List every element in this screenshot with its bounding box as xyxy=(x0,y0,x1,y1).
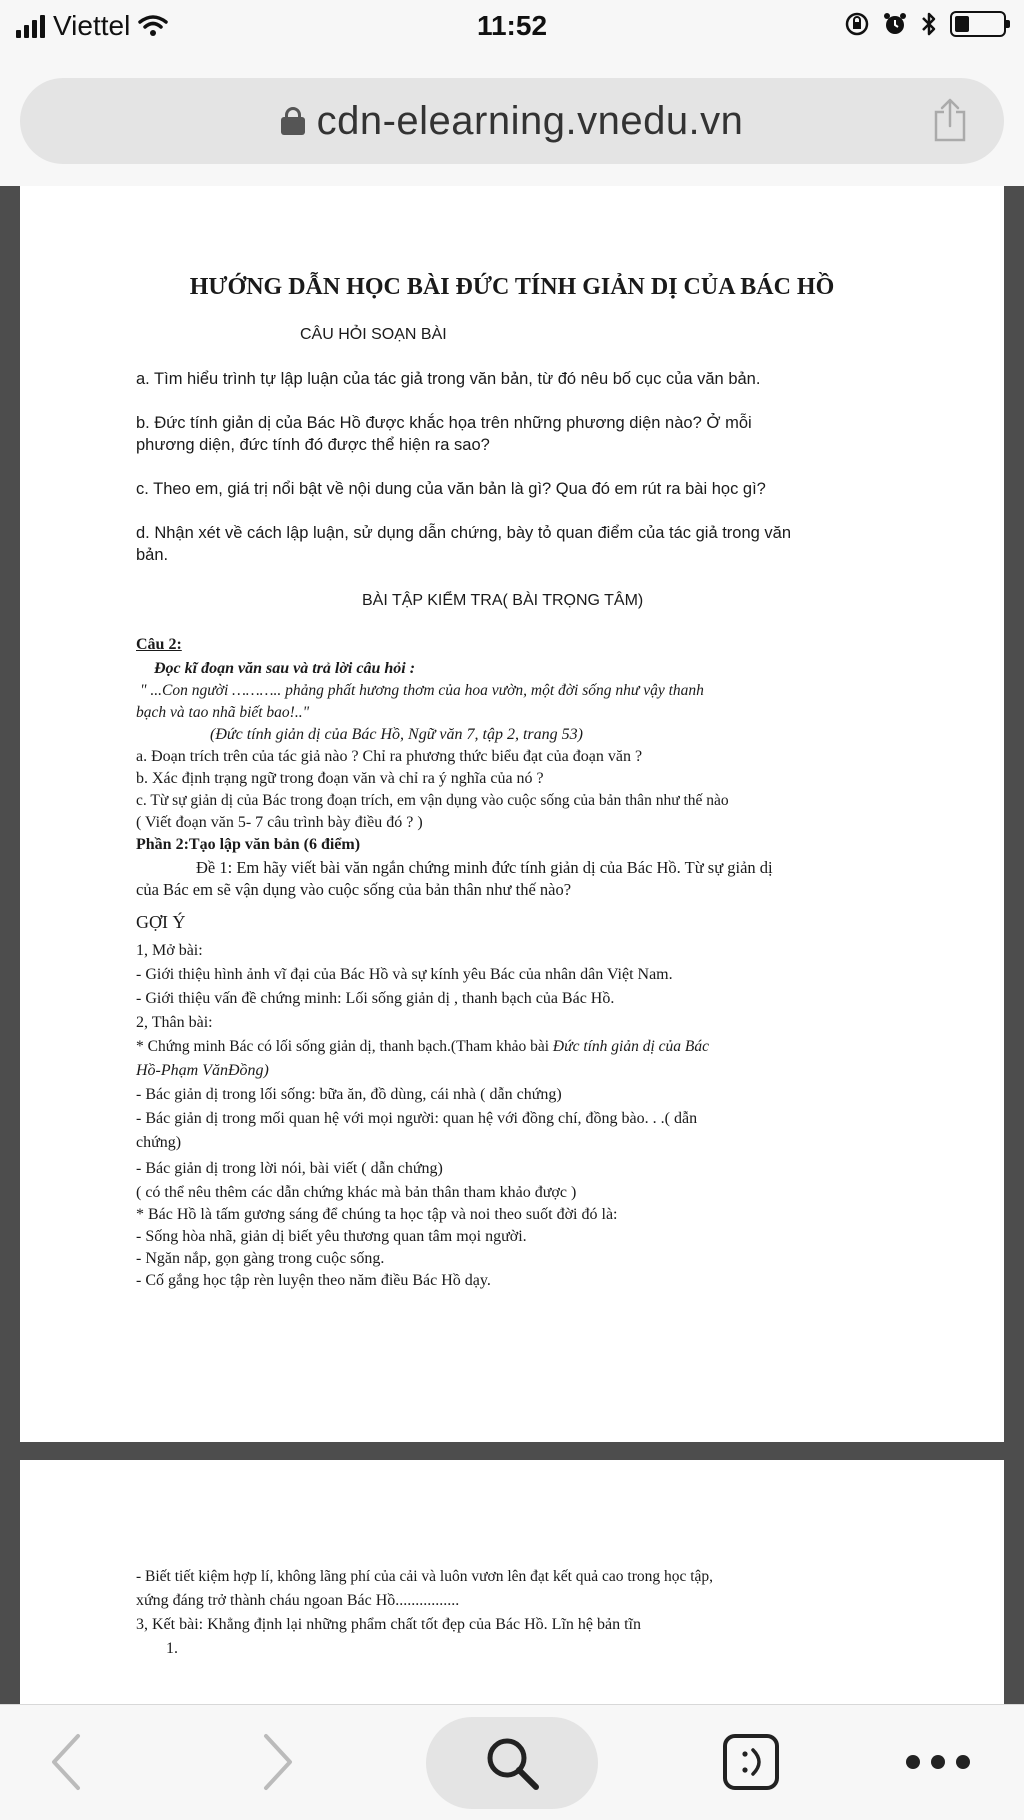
more-icon xyxy=(903,1752,973,1772)
body-point-6: - Cố gắng học tập rèn luyện theo năm điều Bác Hồ dạy. xyxy=(136,1272,491,1289)
de1-line-1: Đề 1: Em hãy viết bài văn ngắn chứng minh đức tính giản dị của Bác Hồ. Từ sự giản dị xyxy=(196,858,773,877)
outline-mo-bai: 1, Mở bài: xyxy=(136,942,203,959)
tabs-button[interactable] xyxy=(718,1727,784,1797)
battery-level xyxy=(955,16,969,32)
page2-line-2: xứng đáng trở thành cháu ngoan Bác Hồ................ xyxy=(136,1592,460,1609)
browser-toolbar xyxy=(0,1704,1024,1820)
lock-icon xyxy=(281,107,305,135)
body-point-example: * Bác Hồ là tấm gương sáng để chúng ta học tập và noi theo suốt đời đó là: xyxy=(136,1206,618,1223)
cau2-label: Câu 2: xyxy=(136,636,182,653)
share-icon[interactable] xyxy=(930,98,970,144)
page2-line-1: - Biết tiết kiệm hợp lí, không lãng phí của cải và luôn vươn lên đạt kết quả cao trong học tập, xyxy=(136,1568,714,1585)
browser-header xyxy=(0,52,1024,186)
body-point-2: - Bác giản dị trong mối quan hệ với mọi người: quan hệ với đồng chí, đồng bào. . .( dẫn xyxy=(136,1110,698,1127)
body-point-3: - Bác giản dị trong lời nói, bài viết ( dẫn chứng) xyxy=(136,1160,443,1177)
document-page-2 xyxy=(20,1460,1004,1704)
body-point-5: - Ngăn nắp, gọn gàng trong cuộc sống. xyxy=(136,1250,385,1267)
outline-mo-bai-2: - Giới thiệu vấn đề chứng minh: Lối sống giản dị , thanh bạch của Bác Hồ. xyxy=(136,990,615,1007)
orientation-lock-icon xyxy=(844,11,870,37)
document-title: HƯỚNG DẪN HỌC BÀI ĐỨC TÍNH GIẢN DỊ CỦA BÁC HỒ xyxy=(189,274,835,300)
question-b-line2: phương diện, đức tính đó được thể hiện ra sao? xyxy=(136,436,490,454)
chung-minh-prefix: * Chứng minh Bác có lối sống giản dị, thanh bạch.(Tham khảo bài xyxy=(136,1038,553,1055)
tabs-icon xyxy=(721,1732,781,1792)
phan2-heading: Phần 2:Tạo lập văn bản (6 điểm) xyxy=(136,836,361,853)
alarm-icon xyxy=(882,11,908,37)
cau2-item-c: c. Từ sự giản dị của Bác trong đoạn trích, em vận dụng vào cuộc sống của bản thân như thế nào xyxy=(136,792,729,809)
body-point-4: - Sống hòa nhã, giản dị biết yêu thương quan tâm mọi người. xyxy=(136,1228,527,1245)
goi-y-heading: GỢI Ý xyxy=(136,912,186,932)
chung-minh-line-2: Hồ-Phạm VănĐồng) xyxy=(136,1062,269,1079)
bluetooth-icon xyxy=(920,10,938,38)
url-text: cdn-elearning.vnedu.vn xyxy=(316,98,744,143)
excerpt-line-1: " ...Con người ……….. phảng phất hương thơm của hoa vườn, một đời sống như vậy thanh xyxy=(140,682,704,699)
cau2-instruction: Đọc kĩ đoạn văn sau và trả lời câu hỏi : xyxy=(154,660,416,677)
chung-minh-reference: Đức tính giản dị của Bác xyxy=(552,1038,710,1055)
outline-mo-bai-1: - Giới thiệu hình ảnh vĩ đại của Bác Hồ và sự kính yêu Bác của nhân dân Việt Nam. xyxy=(136,966,673,983)
body-point-2-cont: chứng) xyxy=(136,1134,182,1151)
body-point-1: - Bác giản dị trong lối sống: bữa ăn, đồ dùng, cái nhà ( dẫn chứng) xyxy=(136,1086,562,1103)
back-button[interactable] xyxy=(40,1727,92,1797)
status-bar xyxy=(0,0,1024,52)
section-heading-questions: CÂU HỎI SOẠN BÀI xyxy=(300,326,447,343)
outline-than-bai: 2, Thân bài: xyxy=(136,1014,213,1031)
search-icon xyxy=(482,1733,542,1793)
document-page-1 xyxy=(20,186,1004,1442)
more-button[interactable] xyxy=(900,1727,976,1797)
clock: 11:52 xyxy=(476,10,548,41)
status-icons xyxy=(844,10,1006,38)
section-heading-exercise: BÀI TẬP KIỂM TRA( BÀI TRỌNG TÂM) xyxy=(362,592,644,609)
search-button[interactable] xyxy=(426,1717,598,1809)
page2-numbered: 1. xyxy=(166,1640,178,1657)
carrier-name: Viettel xyxy=(53,10,131,41)
question-a: a. Tìm hiểu trình tự lập luận của tác giả trong văn bản, từ đó nêu bố cục của văn bản. xyxy=(136,370,761,388)
battery-icon xyxy=(950,11,1006,37)
back-icon xyxy=(48,1732,84,1792)
question-d-line2: bản. xyxy=(136,546,169,564)
chung-minh-line-1 xyxy=(136,1038,709,1056)
de1-line-2: của Bác em sẽ vận dụng vào cuộc sống của bản thân như thế nào? xyxy=(136,880,572,899)
cau2-item-a: a. Đoạn trích trên của tác giả nào ? Chỉ ra phương thức biểu đạt của đoạn văn ? xyxy=(136,748,643,765)
cau2-item-b: b. Xác định trạng ngữ trong đoạn văn và chỉ ra ý nghĩa của nó ? xyxy=(136,770,544,787)
page2-ket-bai: 3, Kết bài: Khẳng định lại những phẩm chất tốt đẹp của Bác Hồ. Lĩn hệ bản tĩn xyxy=(136,1616,641,1633)
document-viewer[interactable] xyxy=(0,186,1024,1704)
cau2-item-c-note: ( Viết đoạn văn 5- 7 câu trình bày điều đó ? ) xyxy=(136,814,423,831)
body-point-note: ( có thể nêu thêm các dẫn chứng khác mà bản thân tham khảo được ) xyxy=(136,1184,577,1201)
question-b-line1: b. Đức tính giản dị của Bác Hồ được khắc họa trên những phương diện nào? Ở mỗi xyxy=(136,414,752,432)
question-c: c. Theo em, giá trị nổi bật về nội dung của văn bản là gì? Qua đó em rút ra bài học gì? xyxy=(136,480,766,498)
excerpt-line-2: bạch và tao nhã biết bao!.." xyxy=(136,704,310,721)
address-bar[interactable] xyxy=(20,78,1004,164)
question-d-line1: d. Nhận xét về cách lập luận, sử dụng dẫn chứng, bày tỏ quan điểm của tác giả trong văn xyxy=(136,524,792,542)
forward-icon xyxy=(260,1732,296,1792)
excerpt-source: (Đức tính giản dị của Bác Hồ, Ngữ văn 7, tập 2, trang 53) xyxy=(210,726,583,743)
forward-button[interactable] xyxy=(252,1727,304,1797)
